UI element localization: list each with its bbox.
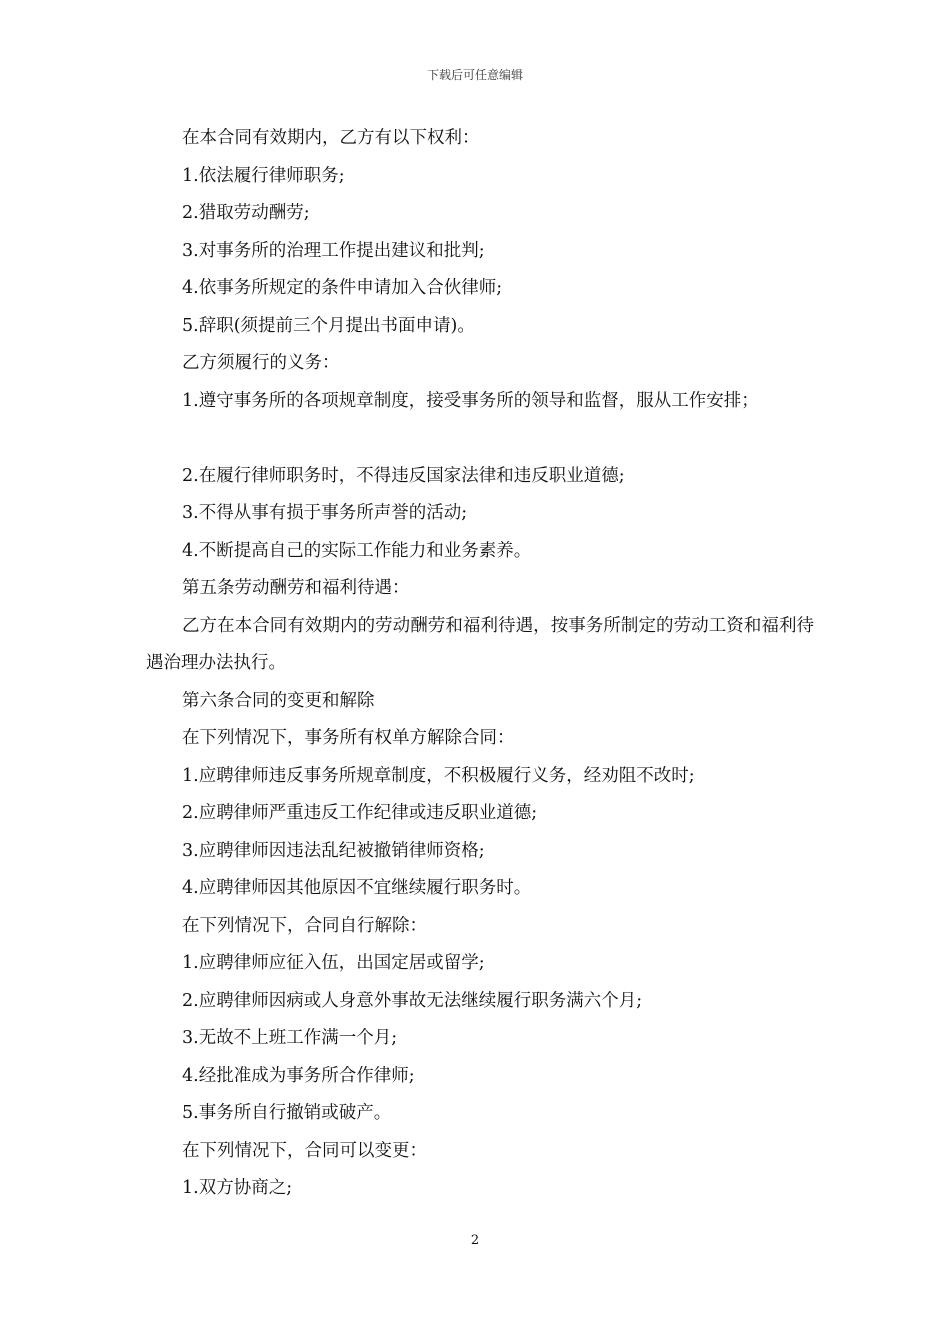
paragraph: 在下列情况下，合同自行解除： bbox=[182, 915, 427, 936]
list-item: 4.不断提高自己的实际工作能力和业务素养。 bbox=[182, 540, 532, 561]
list-item: 5.辞职(须提前三个月提出书面申请)。 bbox=[182, 315, 475, 336]
paragraph: 乙方在本合同有效期内的劳动酬劳和福利待遇，按事务所制定的劳动工资和福利待遇治理办法执行。 bbox=[146, 615, 814, 673]
list-item: 1.依法履行律师职务; bbox=[182, 165, 345, 186]
paragraph: 乙方须履行的义务： bbox=[182, 353, 340, 373]
list-item: 4.经批准成为事务所合作律师; bbox=[182, 1065, 415, 1086]
list-item: 1.双方协商之; bbox=[182, 1178, 293, 1198]
list-item: 5.事务所自行撤销或破产。 bbox=[182, 1103, 392, 1123]
paragraph: 在本合同有效期内，乙方有以下权利： bbox=[182, 128, 480, 148]
paragraph: 在下列情况下，合同可以变更： bbox=[182, 1140, 427, 1161]
list-item: 3.应聘律师因违法乱纪被撤销律师资格; bbox=[182, 840, 485, 861]
list-item: 2.应聘律师因病或人身意外事故无法继续履行职务满六个月; bbox=[182, 990, 643, 1011]
page-header: 下载后可任意编辑 bbox=[426, 68, 523, 82]
list-item: 1.遵守事务所的各项规章制度，接受事务所的领导和监督，服从工作安排； bbox=[182, 390, 759, 411]
list-item: 3.无故不上班工作满一个月; bbox=[182, 1028, 398, 1048]
list-item: 4.应聘律师因其他原因不宜继续履行职务时。 bbox=[182, 878, 532, 898]
list-item: 2.猎取劳动酬劳; bbox=[182, 203, 310, 223]
page-number: 2 bbox=[470, 1233, 480, 1248]
list-item: 2.在履行律师职务时，不得违反国家法律和违反职业道德; bbox=[182, 465, 625, 486]
list-item: 4.依事务所规定的条件申请加入合伙律师; bbox=[182, 278, 503, 298]
list-item: 1.应聘律师应征入伍，出国定居或留学; bbox=[182, 953, 485, 973]
section-heading: 第六条合同的变更和解除 bbox=[182, 690, 375, 711]
list-item: 2.应聘律师严重违反工作纪律或违反职业道德; bbox=[182, 803, 538, 823]
document-body bbox=[146, 120, 814, 1208]
section-heading: 第五条劳动酬劳和福利待遇： bbox=[182, 578, 410, 598]
list-item: 3.对事务所的治理工作提出建议和批判; bbox=[182, 240, 485, 261]
paragraph: 在下列情况下，事务所有权单方解除合同： bbox=[182, 728, 515, 748]
blank-line bbox=[146, 420, 814, 458]
list-item: 1.应聘律师违反事务所规章制度，不积极履行义务，经劝阻不改时; bbox=[182, 765, 695, 786]
list-item: 3.不得从事有损于事务所声誉的活动; bbox=[182, 503, 468, 523]
